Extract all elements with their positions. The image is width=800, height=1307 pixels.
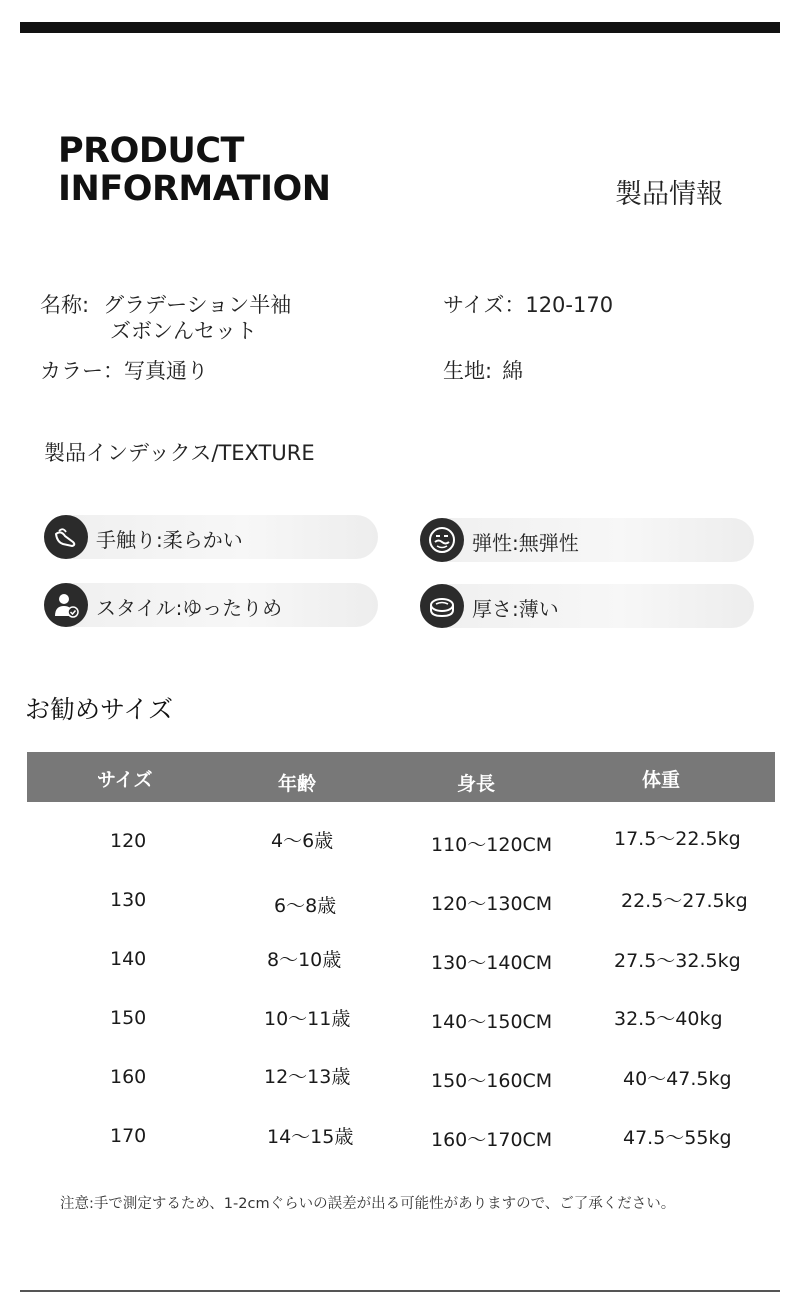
- cell-age: 12〜13歳: [264, 1066, 351, 1088]
- title-line-2: INFORMATION: [58, 169, 331, 209]
- name-value-line1: グラデーション半袖: [103, 293, 292, 317]
- texture-label: 厚さ:薄い: [472, 597, 559, 621]
- cell-age: 10〜11歳: [264, 1008, 351, 1030]
- cell-height: 120～130CM: [431, 893, 553, 915]
- recommended-size-title: お勧めサイズ: [25, 695, 174, 724]
- fabric-info: [443, 358, 523, 384]
- color-info: [40, 358, 208, 384]
- person-check-icon: [44, 583, 88, 627]
- table-row: [27, 945, 775, 985]
- table-row: [27, 1064, 775, 1104]
- texture-index-title: 製品インデックス/TEXTURE: [44, 441, 315, 465]
- header-weight: 体重: [642, 769, 681, 791]
- page-title-en: [58, 132, 331, 208]
- cell-weight: 40〜47.5kg: [623, 1068, 732, 1090]
- header-size: サイズ: [97, 769, 153, 791]
- color-label: カラー：: [40, 359, 124, 383]
- cell-age: 4〜6歳: [271, 830, 334, 852]
- page-title-jp: 製品情報: [615, 179, 723, 210]
- cell-weight: 17.5〜22.5kg: [614, 828, 741, 850]
- cell-weight: 47.5〜55kg: [623, 1127, 732, 1149]
- fabric-roll-icon: [420, 584, 464, 628]
- cell-height: 160～170CM: [431, 1129, 553, 1151]
- texture-label: 手触り:柔らかい: [96, 528, 243, 552]
- cell-age: 6〜8歳: [274, 895, 337, 917]
- cell-height: 140～150CM: [431, 1011, 553, 1033]
- texture-item-style: [44, 583, 378, 627]
- texture-item-touch: [44, 515, 378, 559]
- texture-label: スタイル:ゆったりめ: [96, 596, 283, 620]
- table-row: [27, 886, 775, 926]
- cell-size: 150: [110, 1007, 147, 1029]
- hand-touch-icon: [44, 515, 88, 559]
- texture-label: 弾性:無弾性: [472, 531, 579, 555]
- cell-height: 110～120CM: [431, 834, 553, 856]
- cell-weight: 32.5〜40kg: [614, 1008, 723, 1030]
- top-divider: [20, 22, 780, 33]
- title-line-1: PRODUCT: [58, 131, 244, 171]
- fabric-label: 生地:: [443, 359, 493, 383]
- table-row: [27, 826, 775, 866]
- cell-size: 120: [110, 830, 147, 852]
- texture-item-thickness: [420, 584, 754, 628]
- size-value: 120-170: [525, 293, 614, 317]
- cell-age: 8〜10歳: [267, 949, 342, 971]
- cell-height: 130～140CM: [431, 952, 553, 974]
- cell-age: 14〜15歳: [267, 1126, 354, 1148]
- cell-size: 130: [110, 889, 147, 911]
- header-height: 身長: [457, 773, 496, 795]
- cell-weight: 27.5〜32.5kg: [614, 950, 741, 972]
- size-info: [443, 292, 613, 318]
- table-row: [27, 1122, 775, 1162]
- color-value: 写真通り: [124, 359, 208, 383]
- cell-weight: 22.5〜27.5kg: [621, 890, 748, 912]
- smiley-wave-icon: [420, 518, 464, 562]
- cell-size: 160: [110, 1066, 147, 1088]
- header-age: 年齢: [278, 773, 317, 795]
- fabric-value: 綿: [502, 359, 524, 383]
- product-name-info: [40, 292, 291, 344]
- texture-item-elasticity: [420, 518, 754, 562]
- size-label: サイズ：: [443, 293, 526, 317]
- name-label: 名称:: [40, 293, 90, 317]
- table-row: [27, 1005, 775, 1045]
- measurement-note: 注意:手で測定するため、1-2cmぐらいの誤差が出る可能性がありますので、ご了承ください。: [60, 1196, 676, 1212]
- cell-size: 170: [110, 1125, 147, 1147]
- bottom-divider: [20, 1290, 780, 1292]
- name-value-line2: ズボンんセット: [110, 319, 257, 343]
- cell-height: 150～160CM: [431, 1070, 553, 1092]
- cell-size: 140: [110, 948, 147, 970]
- size-table-header: [27, 752, 775, 802]
